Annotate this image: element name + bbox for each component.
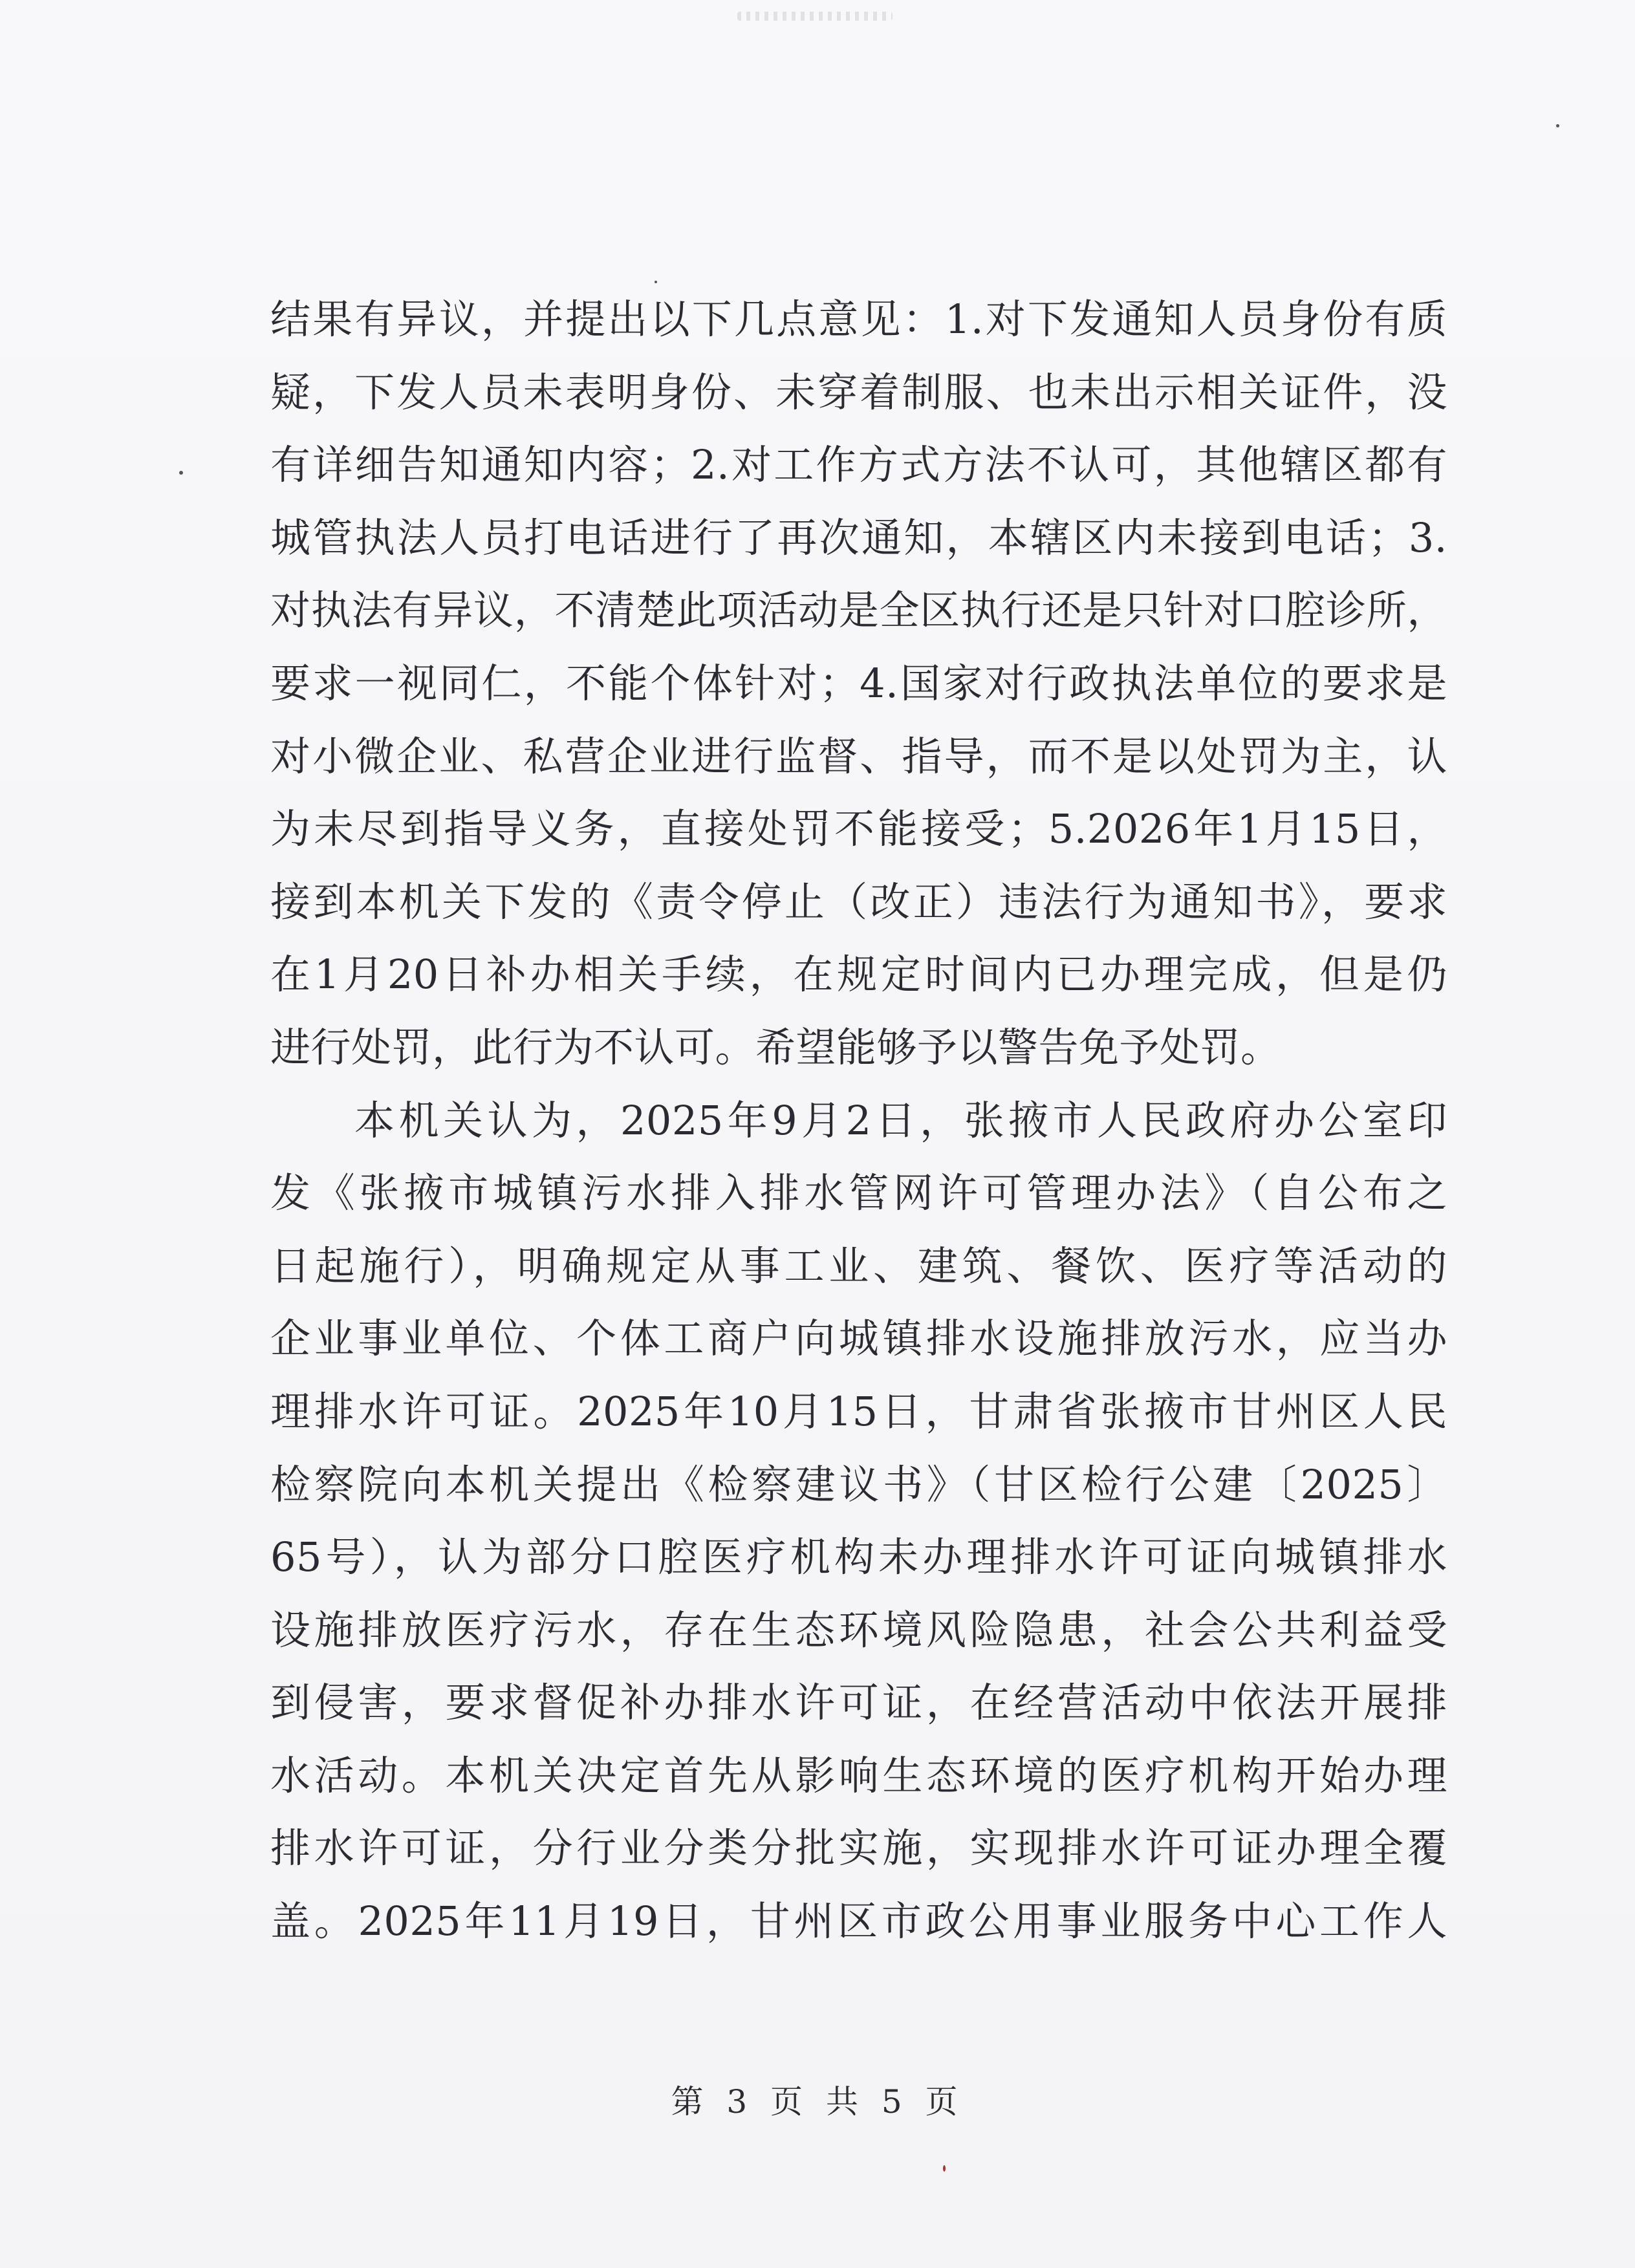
text-line: 排水许可证，分行业分类分批实施，实现排水许可证办理全覆 bbox=[270, 1824, 1447, 1872]
scan-speck bbox=[1556, 124, 1559, 127]
text-line: 水活动。本机关决定首先从影响生态环境的医疗机构开始办理 bbox=[270, 1751, 1447, 1799]
paragraph-1 bbox=[270, 283, 1447, 1085]
scan-artifact bbox=[737, 12, 893, 21]
text-line: 结果有异议，并提出以下几点意见：1.对下发通知人员身份有质 bbox=[270, 296, 1447, 343]
text-line: 设施排放医疗污水，存在生态环境风险隐患，社会公共利益受 bbox=[270, 1606, 1447, 1654]
page-number: 第 3 页 共 5 页 bbox=[671, 2083, 964, 2121]
text-line: 有详细告知通知内容；2.对工作方式方法不认可，其他辖区都有 bbox=[270, 441, 1447, 489]
text-line: 本机关认为，2025年9月2日，张掖市人民政府办公室印 bbox=[354, 1096, 1447, 1144]
text-line: 理排水许可证。2025年10月15日，甘肃省张掖市甘州区人民 bbox=[270, 1387, 1447, 1435]
text-line: 发《张掖市城镇污水排入排水管网许可管理办法》（自公布之 bbox=[270, 1169, 1447, 1217]
text-line: 对执法有异议，不清楚此项活动是全区执行还是只针对口腔诊所， bbox=[270, 587, 1447, 634]
text-line: 65号），认为部分口腔医疗机构未办理排水许可证向城镇排水 bbox=[270, 1533, 1447, 1581]
text-line: 为未尽到指导义务，直接处罚不能接受；5.2026年1月15日， bbox=[270, 805, 1447, 853]
text-line: 日起施行），明确规定从事工业、建筑、餐饮、医疗等活动的 bbox=[270, 1242, 1447, 1290]
text-line: 疑，下发人员未表明身份、未穿着制服、也未出示相关证件，没 bbox=[270, 368, 1447, 416]
text-line: 进行处罚，此行为不认可。希望能够予以警告免予处罚。 bbox=[270, 1023, 1281, 1071]
scan-speck bbox=[179, 471, 183, 475]
text-line: 到侵害，要求督促补办排水许可证，在经营活动中依法开展排 bbox=[270, 1679, 1447, 1727]
text-line: 对小微企业、私营企业进行监督、指导，而不是以处罚为主，认 bbox=[270, 732, 1447, 780]
scan-speck bbox=[943, 2165, 946, 2172]
text-line: 检察院向本机关提出《检察建议书》（甘区检行公建〔2025〕 bbox=[270, 1460, 1447, 1508]
text-line: 盖。2025年11月19日，甘州区市政公用事业服务中心工作人 bbox=[270, 1897, 1447, 1945]
paragraph-2 bbox=[270, 1085, 1447, 1958]
text-line: 在1月20日补办相关手续，在规定时间内已办理完成，但是仍 bbox=[270, 951, 1447, 999]
document-body bbox=[270, 283, 1447, 1958]
text-line: 接到本机关下发的《责令停止（改正）违法行为通知书》，要求 bbox=[270, 878, 1447, 925]
text-line: 城管执法人员打电话进行了再次通知，本辖区内未接到电话；3. bbox=[270, 513, 1447, 561]
text-line: 要求一视同仁，不能个体针对；4.国家对行政执法单位的要求是 bbox=[270, 659, 1447, 707]
text-line: 企业事业单位、个体工商户向城镇排水设施排放污水，应当办 bbox=[270, 1315, 1447, 1363]
